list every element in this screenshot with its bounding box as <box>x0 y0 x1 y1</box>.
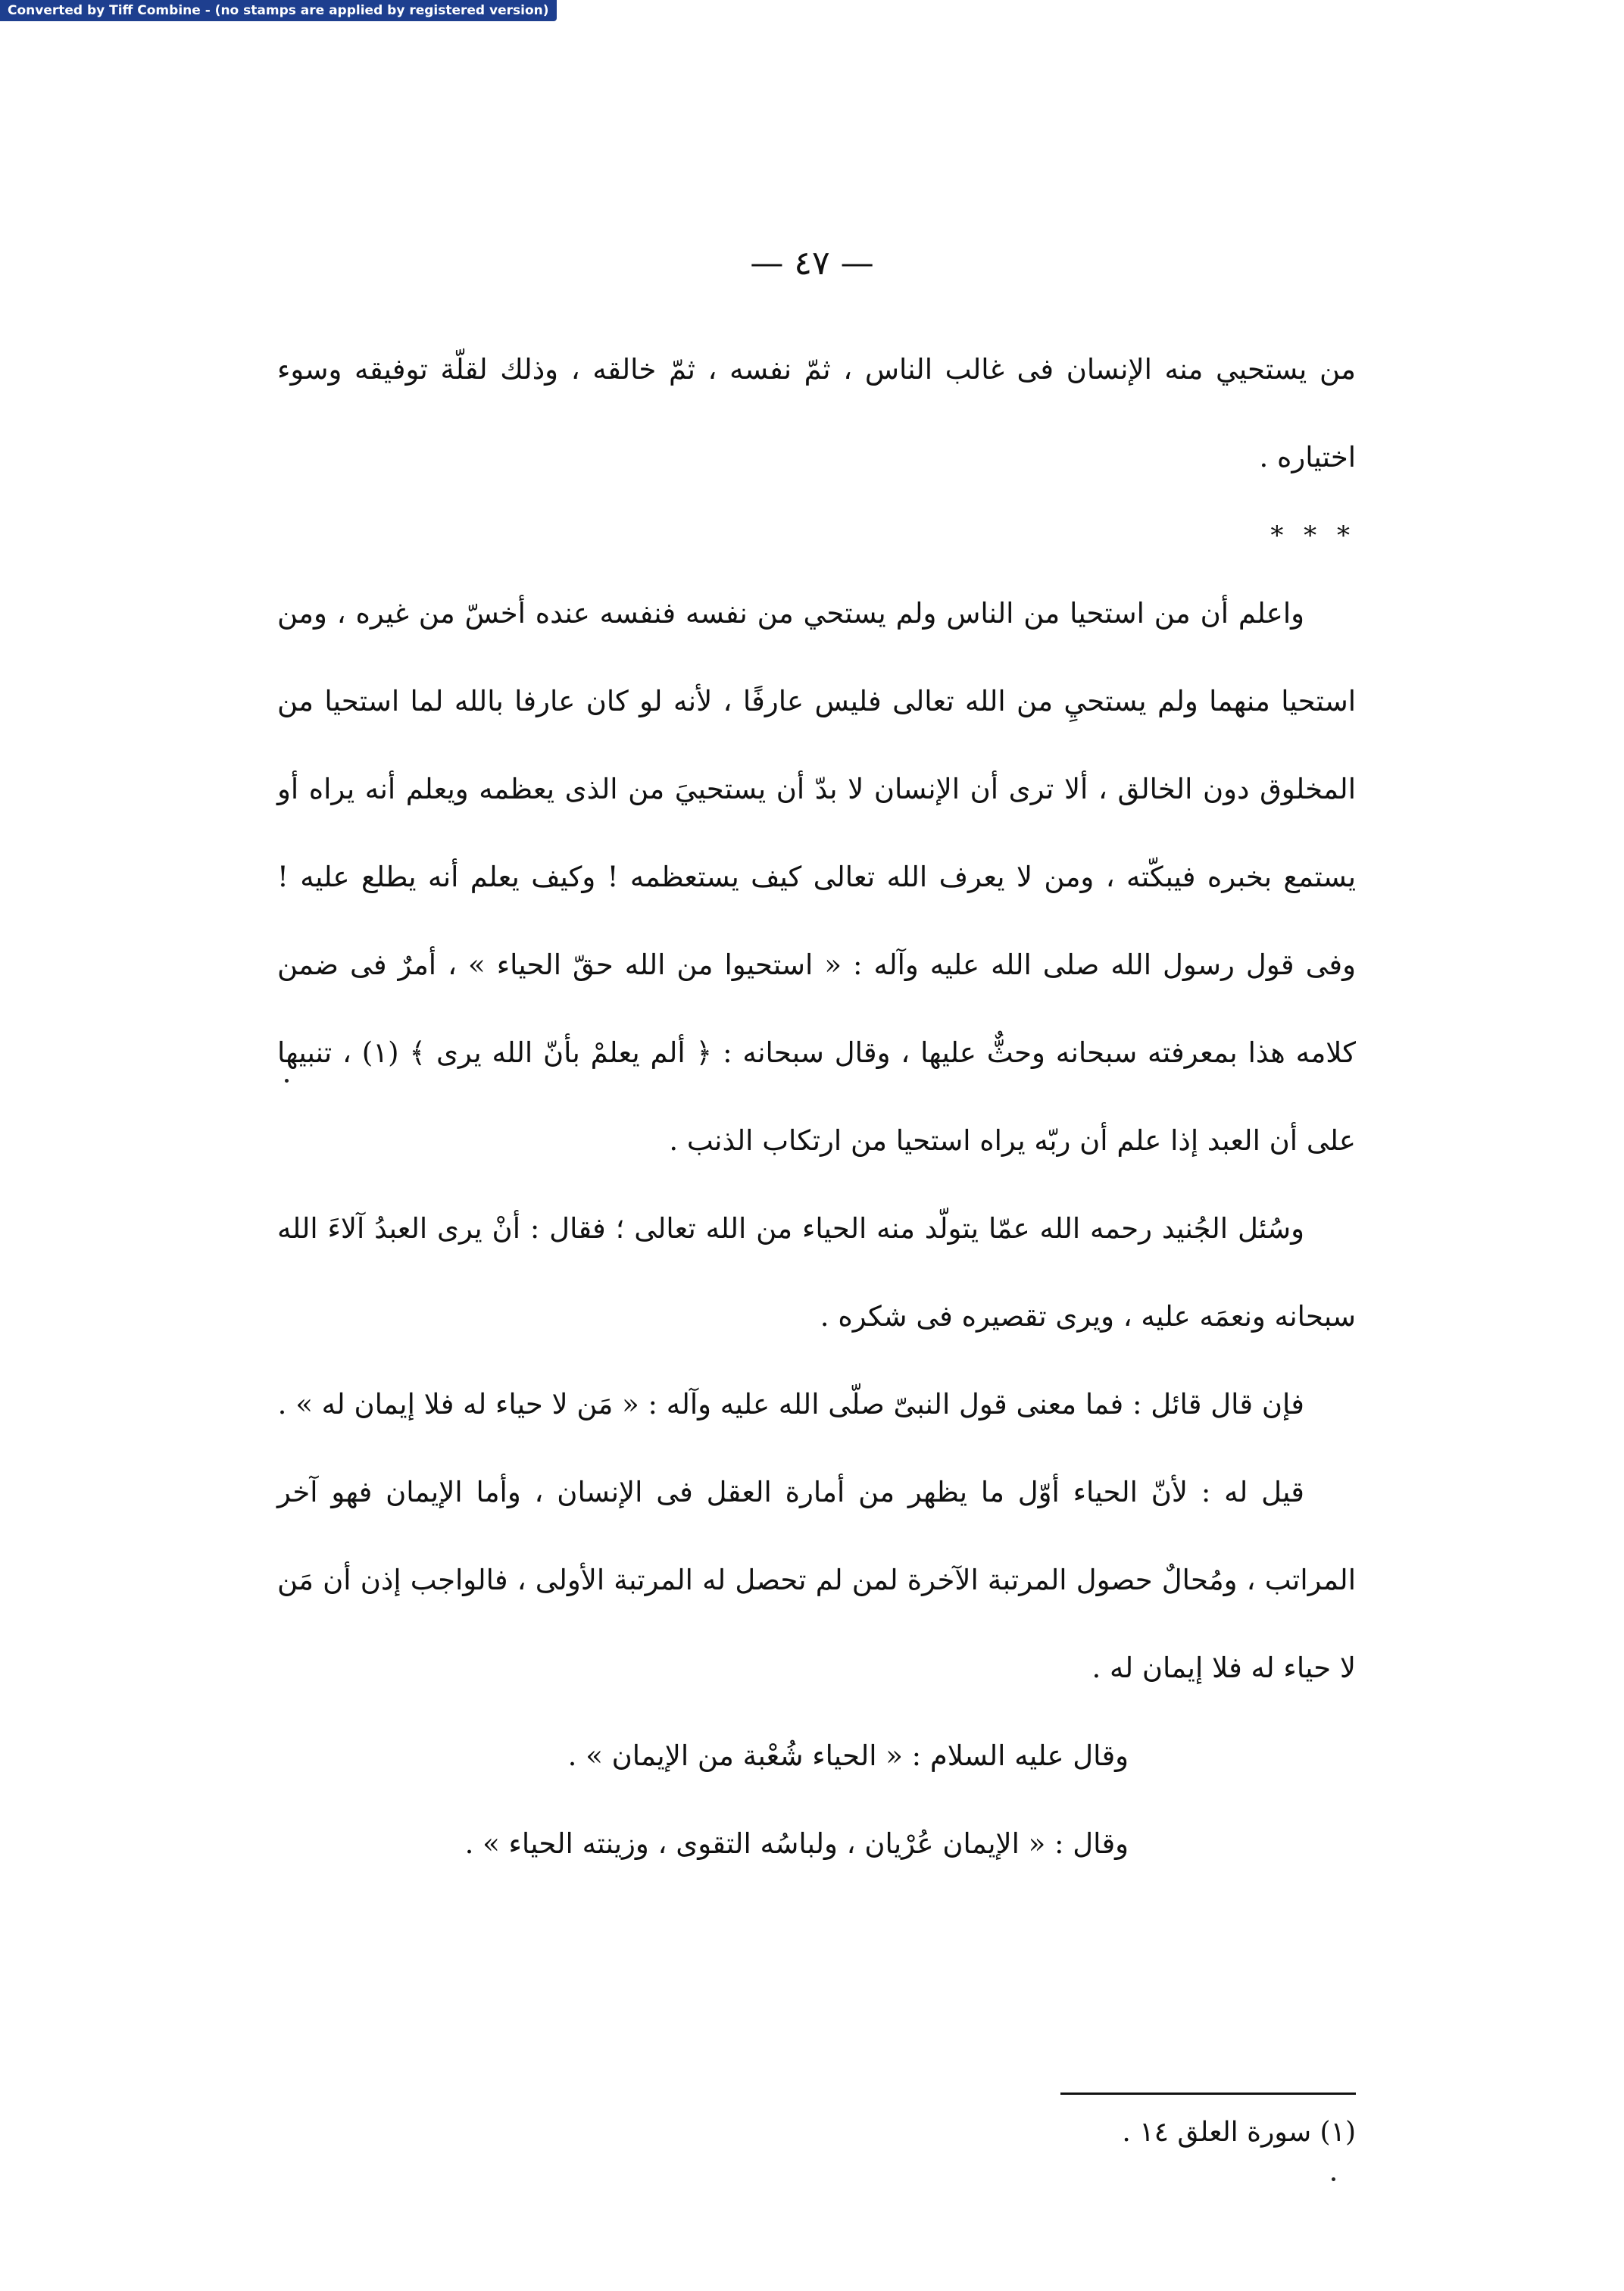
section-separator: * * * <box>1270 520 1356 551</box>
scan-speck <box>1332 2177 1335 2181</box>
page-body <box>277 326 1356 1888</box>
hadith-line-1: وقال عليه السلام : « الحياء شُعْبة من الإيمان » . <box>567 1739 1129 1772</box>
paragraph-4: فإن قال قائل : فما معنى قول النبىّ صلّى الله عليه وآله : « مَن لا حياء له فلا إيمان له » . <box>277 1388 1304 1421</box>
converter-banner: Converted by Tiff Combine - (no stamps are applied by registered version) <box>0 0 557 21</box>
footnote: (١) سورة العلق ١٤ . <box>1122 2117 1356 2148</box>
page-number: — ٤٧ — <box>750 244 874 283</box>
footnote-divider <box>1060 2093 1356 2095</box>
paragraph-1: من يستحيي منه الإنسان فى غالب الناس ، ثمّ نفسه ، ثمّ خالقه ، وذلك لقلّة توفيقه وسوء اختياره . <box>277 353 1356 474</box>
hadith-line-2: وقال : « الإيمان عُرْيان ، ولباسُه التقوى ، وزينته الحياء » . <box>464 1827 1129 1860</box>
scan-speck <box>285 1079 289 1083</box>
paragraph-5: قيل له : لأنّ الحياء أوّل ما يظهر من أمارة العقل فى الإنسان ، وأما الإيمان فهو آخر المراتب ، ومُحالٌ حصول المرتبة الآخرة لمن لم تحصل له المرتبة الأولى ، فالواجب إذن أن مَن لا حياء له فلا إيمان له . <box>277 1476 1356 1684</box>
paragraph-2: واعلم أن من استحيا من الناس ولم يستحي من نفسه فنفسه عنده أخسّ من غيره ، ومن استحيا منهما ولم يستحيِ من الله تعالى فليس عارفًا ، لأنه لو كان عارفا بالله لما استحيا من المخلوق دون الخالق ، ألا ترى أن الإنسان لا بدّ أن يستحييَ من الذى يعظمه ويعلم أنه يراه أو يستمع بخبره فيبكّته ، ومن لا يعرف الله تعالى كيف يستعظمه ! وكيف يعلم أنه يطلع عليه ! وفى قول رسول الله صلى الله عليه وآله : « استحيوا من الله حقّ الحياء » ، أمرٌ فى ضمن كلامه هذا بمعرفته سبحانه وحثٌّ عليها ، وقال سبحانه : ﴿ ألم يعلمْ بأنّ الله يرى ﴾ (١) ، تنبيها على أن العبد إذا علم أن ربّه يراه استحيا من ارتكاب الذنب . <box>277 597 1357 1157</box>
paragraph-3: وسُئل الجُنيد رحمه الله عمّا يتولّد منه الحياء من الله تعالى ؛ فقال : أنْ يرى العبدُ آلاءَ الله سبحانه ونعمَه عليه ، ويرى تقصيره فى شكره . <box>277 1212 1356 1333</box>
